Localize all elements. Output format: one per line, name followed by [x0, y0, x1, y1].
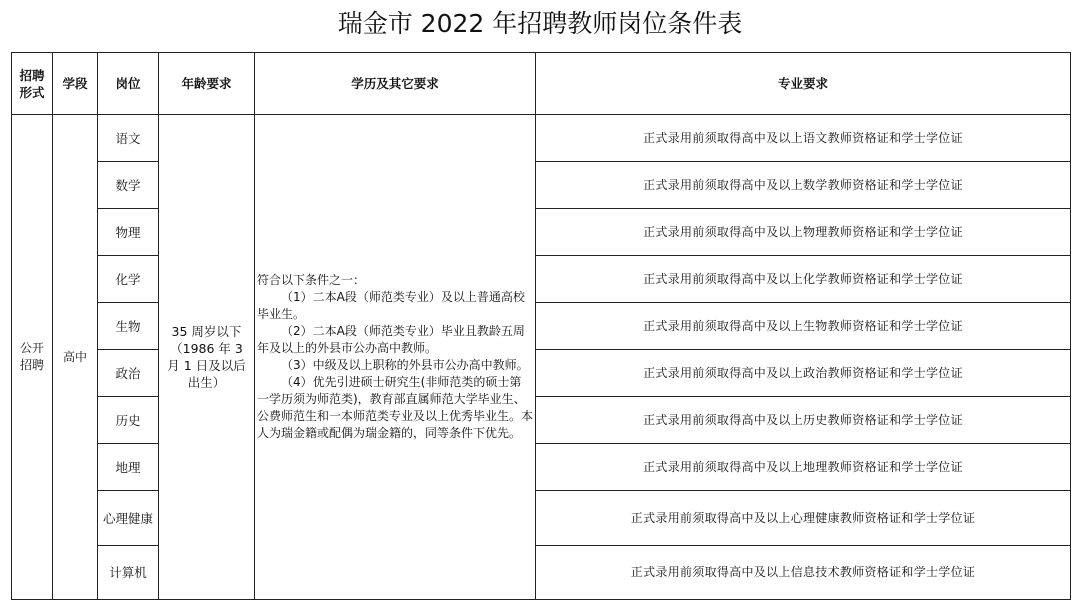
- header-position: 岗位: [98, 53, 159, 115]
- major-cell: 正式录用前须取得高中及以上信息技术教师资格证和学士学位证: [536, 546, 1071, 600]
- education-cell: [255, 115, 536, 600]
- major-cell: 正式录用前须取得高中及以上地理教师资格证和学士学位证: [536, 444, 1071, 491]
- header-age: 年龄要求: [159, 53, 255, 115]
- table-row: [12, 115, 1071, 162]
- position-cell: 数学: [98, 162, 159, 209]
- position-cell: 地理: [98, 444, 159, 491]
- header-stage: 学段: [53, 53, 98, 115]
- form-cell: 公开招聘: [12, 115, 53, 600]
- position-cell: 生物: [98, 303, 159, 350]
- position-cell: 政治: [98, 350, 159, 397]
- age-cell: 35 周岁以下（1986 年 3 月 1 日及以后出生）: [159, 115, 255, 600]
- page-title: 瑞金市 2022 年招聘教师岗位条件表: [337, 9, 743, 38]
- position-cell: 物理: [98, 209, 159, 256]
- position-cell: 心理健康: [98, 491, 159, 546]
- recruitment-table: [11, 52, 1071, 600]
- major-cell: 正式录用前须取得高中及以上语文教师资格证和学士学位证: [536, 115, 1071, 162]
- education-condition-1: （1）二本A段（师范类专业）及以上普通高校毕业生。: [257, 290, 525, 321]
- major-cell: 正式录用前须取得高中及以上化学教师资格证和学士学位证: [536, 256, 1071, 303]
- major-cell: 正式录用前须取得高中及以上数学教师资格证和学士学位证: [536, 162, 1071, 209]
- major-cell: 正式录用前须取得高中及以上物理教师资格证和学士学位证: [536, 209, 1071, 256]
- major-cell: 正式录用前须取得高中及以上生物教师资格证和学士学位证: [536, 303, 1071, 350]
- position-cell: 化学: [98, 256, 159, 303]
- education-condition-4: （4）优先引进硕士研究生(非师范类的硕士第一学历须为师范类)，教育部直属师范大学毕业生、公费师范生和一本师范类专业及以上优秀毕业生。本人为瑞金籍或配偶为瑞金籍的，同等条件下优先。: [257, 375, 534, 440]
- education-condition-3: （3）中级及以上职称的外县市公办高中教师。: [281, 358, 529, 372]
- education-condition-2: （2）二本A段（师范类专业）毕业且教龄五周年及以上的外县市公办高中教师。: [257, 324, 525, 355]
- header-major: 专业要求: [536, 53, 1071, 115]
- header-form: 招聘形式: [12, 53, 53, 115]
- major-cell: 正式录用前须取得高中及以上历史教师资格证和学士学位证: [536, 397, 1071, 444]
- position-cell: 计算机: [98, 546, 159, 600]
- header-row: [12, 53, 1071, 115]
- major-cell: 正式录用前须取得高中及以上心理健康教师资格证和学士学位证: [536, 491, 1071, 546]
- position-cell: 历史: [98, 397, 159, 444]
- stage-cell: 高中: [53, 115, 98, 600]
- education-intro: 符合以下条件之一：: [257, 273, 366, 287]
- header-education: 学历及其它要求: [255, 53, 536, 115]
- major-cell: 正式录用前须取得高中及以上政治教师资格证和学士学位证: [536, 350, 1071, 397]
- position-cell: 语文: [98, 115, 159, 162]
